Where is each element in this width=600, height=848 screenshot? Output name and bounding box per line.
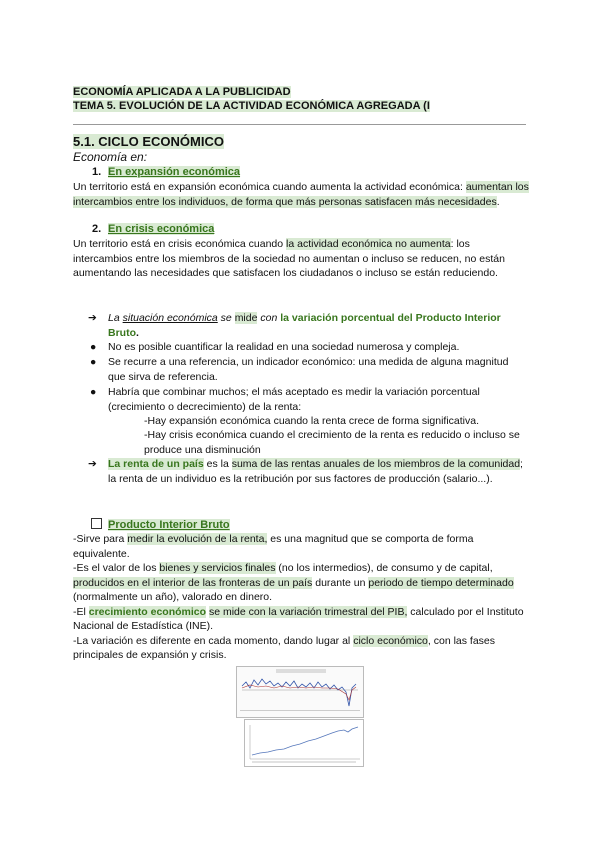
list-item-crisis: 2. En crisis económica — [92, 223, 215, 235]
crisis-paragraph: Un territorio está en crisis económica cuando la actividad económica no aumenta: los intercambios entre los miembros de la sociedad no aumentan o incluso se reducen, no están aumentando las necesidades que satisfacen los ciudadanos o incluso se están reduciendo. — [73, 238, 505, 279]
bullet-icon: ● — [90, 356, 97, 368]
course-title: ECONOMÍA APLICADA A LA PUBLICIDAD — [73, 86, 291, 98]
gdp-trend-chart-image — [244, 719, 364, 767]
bullet-item: ● No es posible cuantificar la realidad en una sociedad numerosa y compleja. — [90, 341, 460, 353]
section-title: 5.1. CICLO ECONÓMICO — [73, 134, 224, 149]
pib-paragraph: -Sirve para medir la evolución de la renta, es una magnitud que se comporta de forma equivalente. -Es el valor de los bienes y servicios finales (no los intermedios), de consumo y de capital, producidos en el interior de las fronteras de un país durante un periodo de tiempo determinado (normalmente un año), valorado en dinero. -El crecimiento económico se mide con la variación trimestral del PIB, calculado por el Instituto Nacional de Estadística (INE). -La variación es diferente en cada momento, dando lugar al ciclo económico, con las fases principales de expansión y crisis. — [73, 533, 524, 661]
expansion-heading: En expansión económica — [108, 166, 241, 178]
bullet-item: ● Se recurre a una referencia, un indicador económico: una medida de alguna magnitud que sirva de referencia. — [90, 356, 509, 383]
arrow-icon: ➔ — [88, 458, 97, 470]
arrow-point-renta: ➔ La renta de un país es la suma de las rentas anuales de los miembros de la comunidad; la renta de un individuo es la retribución por sus factores de producción (salario...). — [88, 458, 523, 485]
pib-heading: Producto Interior Bruto — [91, 518, 230, 531]
checkbox-icon[interactable] — [91, 518, 102, 529]
section-subtitle: Economía en: — [73, 150, 148, 164]
bullet-item: ● Habría que combinar muchos; el más aceptado es medir la variación porcentual (crecimiento o decrecimiento) de la renta: — [90, 386, 480, 413]
indented-line: -Hay expansión económica cuando la renta crece de forma significativa. — [144, 415, 480, 427]
topic-title: TEMA 5. EVOLUCIÓN DE LA ACTIVIDAD ECONÓMICA AGREGADA (I — [73, 100, 430, 112]
header-divider — [73, 124, 526, 125]
arrow-icon: ➔ — [88, 312, 97, 324]
list-item-expansion: 1. En expansión económica — [92, 166, 241, 178]
expansion-paragraph: Un territorio está en expansión económica cuando aumenta la actividad económica: aumentan los intercambios entre los individuos, de forma que más personas satisfacen más necesidades. — [73, 181, 529, 208]
indented-line: -Hay crisis económica cuando el crecimiento de la renta es reducido o incluso se produce una disminución — [144, 429, 520, 456]
crisis-heading: En crisis económica — [108, 223, 215, 235]
document-header — [73, 85, 430, 113]
arrow-point-measure: ➔ La situación económica se mide con la variación porcentual del Producto Interior Bruto. — [88, 312, 501, 339]
bullet-icon: ● — [90, 386, 97, 398]
gdp-cycle-chart-image — [236, 666, 364, 718]
bullet-icon: ● — [90, 341, 97, 353]
